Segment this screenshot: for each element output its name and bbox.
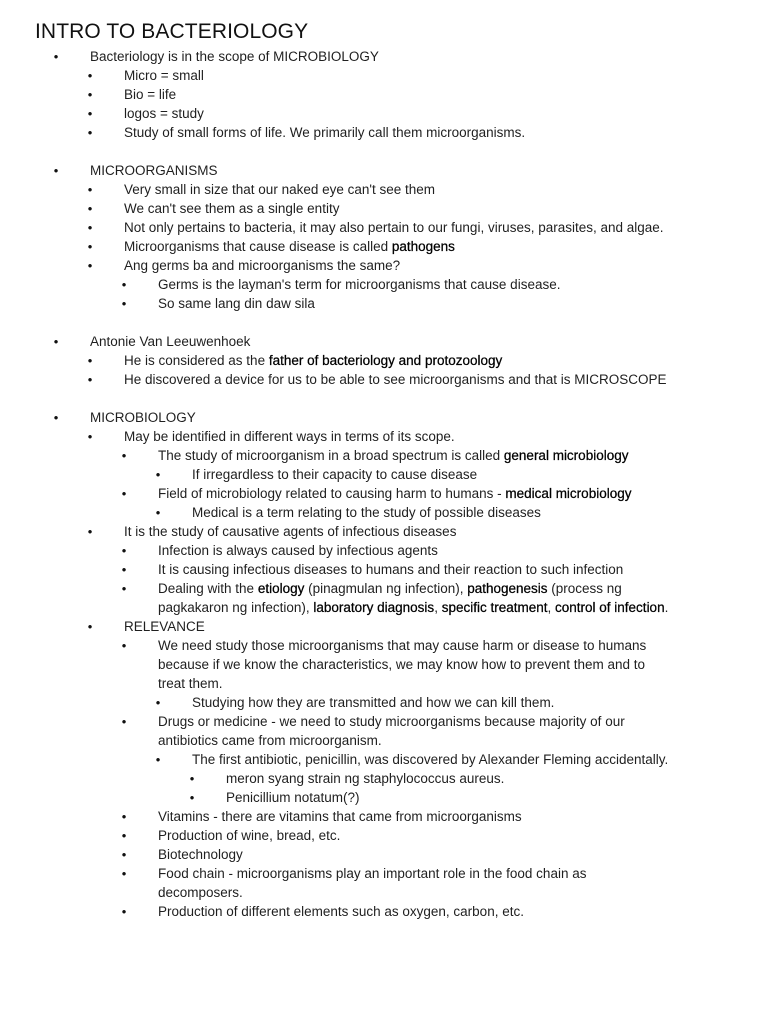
list-item-text [124, 370, 667, 389]
bold-term: general microbiology [503, 448, 629, 463]
bullet-icon: • [189, 790, 195, 805]
bullet-icon: • [87, 68, 93, 83]
list-item-text [158, 864, 586, 883]
bullet-icon: • [87, 353, 93, 368]
list-item-text [124, 218, 664, 237]
bullet-icon: • [87, 429, 93, 444]
list-item-text [192, 465, 477, 484]
list-item-text [158, 636, 646, 655]
bullet-icon: • [121, 714, 127, 729]
list-item-text [158, 902, 524, 921]
list-item-text [226, 769, 504, 788]
list-item-text [158, 275, 560, 294]
bold-term: father of bacteriology and protozoology [268, 353, 503, 368]
text-run: The study of microorganism in a broad spectrum is called [158, 448, 504, 463]
text-run: It is the study of causative agents of infectious diseases [124, 524, 457, 539]
bullet-icon: • [121, 448, 127, 463]
text-run: Food chain - microorganisms play an important role in the food chain as [158, 866, 587, 881]
bold-term: medical microbiology [505, 486, 632, 501]
list-item-text [90, 332, 250, 351]
list-item-text [124, 237, 455, 256]
bullet-icon: • [87, 258, 93, 273]
list-item-text [158, 446, 628, 465]
bold-term: laboratory diagnosis [313, 600, 435, 615]
bullet-icon: • [121, 581, 127, 596]
text-run: Vitamins - there are vitamins that came from microorganisms [158, 809, 522, 824]
bullet-icon: • [121, 904, 127, 919]
text-run: Study of small forms of life. We primarily call them microorganisms. [124, 125, 526, 140]
text-run: He discovered a device for us to be able to see microorganisms and that is MICROSCOPE [124, 372, 667, 387]
text-run: MICROBIOLOGY [90, 410, 196, 425]
bullet-icon: • [121, 486, 127, 501]
text-run: Bio = life [124, 87, 177, 102]
text-run: decomposers. [158, 885, 243, 900]
bullet-icon: • [87, 220, 93, 235]
list-item-text [124, 199, 339, 218]
list-item-text [124, 180, 435, 199]
text-run: Microorganisms that cause disease is called [124, 239, 392, 254]
bullet-icon: • [87, 372, 93, 387]
text-run: He is considered as the [124, 353, 269, 368]
bullet-icon: • [121, 809, 127, 824]
text-run: Bacteriology is in the scope of MICROBIOLOGY [90, 49, 379, 64]
bullet-icon: • [53, 49, 59, 64]
list-item-text [158, 674, 223, 693]
bullet-icon: • [87, 524, 93, 539]
bullet-icon: • [87, 87, 93, 102]
bullet-icon: • [155, 695, 161, 710]
list-item-text [192, 693, 554, 712]
list-item-text [158, 541, 438, 560]
bullet-icon: • [121, 296, 127, 311]
text-run: Ang germs ba and microorganisms the same? [124, 258, 401, 273]
list-item-text [192, 503, 541, 522]
bullet-icon: • [121, 562, 127, 577]
list-item-text [90, 161, 218, 180]
bullet-icon: • [121, 828, 127, 843]
text-run: Infection is always caused by infectious agents [158, 543, 438, 558]
text-run: (process ng [547, 581, 622, 596]
bold-term: pathogenesis [467, 581, 548, 596]
text-run: RELEVANCE [124, 619, 205, 634]
bullet-icon: • [155, 505, 161, 520]
text-run: Dealing with the [158, 581, 258, 596]
text-run: We can't see them as a single entity [124, 201, 340, 216]
text-run: Medical is a term relating to the study of possible diseases [192, 505, 541, 520]
text-run: (pinagmulan ng infection), [304, 581, 468, 596]
list-item-text [158, 598, 668, 617]
list-item-text [90, 47, 379, 66]
text-run: Antonie Van Leeuwenhoek [90, 334, 251, 349]
text-run: MICROORGANISMS [90, 163, 218, 178]
list-item-text [158, 845, 243, 864]
bullet-icon: • [53, 163, 59, 178]
text-run: Biotechnology [158, 847, 243, 862]
list-item-text [124, 66, 204, 85]
bullet-icon: • [87, 201, 93, 216]
list-item-text [158, 294, 315, 313]
list-item-text [158, 579, 622, 598]
text-run: Field of microbiology related to causing harm to humans - [158, 486, 506, 501]
list-item-text [158, 883, 243, 902]
text-run: logos = study [124, 106, 204, 121]
text-run: , [434, 600, 442, 615]
text-run: Production of wine, bread, etc. [158, 828, 341, 843]
bold-term: etiology [257, 581, 305, 596]
bold-term: specific treatment [441, 600, 548, 615]
list-item-text [158, 826, 340, 845]
list-item-text [192, 750, 668, 769]
list-item-text [90, 408, 196, 427]
bullet-icon: • [121, 847, 127, 862]
bullet-icon: • [53, 410, 59, 425]
bold-term: pathogens [391, 239, 455, 254]
bullet-icon: • [87, 125, 93, 140]
text-run: . [664, 600, 669, 615]
list-item-text [124, 104, 204, 123]
bullet-icon: • [87, 619, 93, 634]
text-run: The first antibiotic, penicillin, was discovered by Alexander Fleming accidentally. [192, 752, 669, 767]
text-run: because if we know the characteristics, we may know how to prevent them and to [158, 657, 645, 672]
bullet-icon: • [121, 866, 127, 881]
list-item-text [124, 522, 456, 541]
text-run: It is causing infectious diseases to humans and their reaction to such infection [158, 562, 624, 577]
text-run: So same lang din daw sila [158, 296, 315, 311]
bullet-icon: • [87, 182, 93, 197]
text-run: We need study those microorganisms that may cause harm or disease to humans [158, 638, 647, 653]
text-run: Production of different elements such as oxygen, carbon, etc. [158, 904, 524, 919]
text-run: Drugs or medicine - we need to study microorganisms because majority of our [158, 714, 625, 729]
list-item-text [158, 655, 645, 674]
list-item-text [158, 484, 631, 503]
list-item-text [124, 256, 400, 275]
bullet-icon: • [53, 334, 59, 349]
text-run: Germs is the layman's term for microorganisms that cause disease. [158, 277, 561, 292]
bullet-icon: • [155, 752, 161, 767]
text-run: antibiotics came from microorganism. [158, 733, 382, 748]
text-run: meron syang strain ng staphylococcus aureus. [226, 771, 505, 786]
list-item-text [158, 807, 522, 826]
list-item-text [158, 712, 625, 731]
text-run: pagkakaron ng infection), [158, 600, 314, 615]
bullet-icon: • [189, 771, 195, 786]
bullet-icon: • [121, 277, 127, 292]
list-item-text [158, 560, 623, 579]
bullet-icon: • [155, 467, 161, 482]
list-item-text [124, 351, 502, 370]
text-run: Not only pertains to bacteria, it may also pertain to our fungi, viruses, parasites, and algae. [124, 220, 664, 235]
text-run: Penicillium notatum(?) [226, 790, 360, 805]
list-item-text [124, 85, 176, 104]
bullet-icon: • [121, 638, 127, 653]
list-item-text [124, 617, 205, 636]
bullet-icon: • [87, 239, 93, 254]
bullet-icon: • [121, 543, 127, 558]
text-run: , [547, 600, 556, 615]
text-run: treat them. [158, 676, 223, 691]
text-run: If irregardless to their capacity to cause disease [192, 467, 478, 482]
list-item-text [158, 731, 382, 750]
list-item-text [226, 788, 360, 807]
bullet-icon: • [87, 106, 93, 121]
list-item-text [124, 123, 525, 142]
text-run: Very small in size that our naked eye can't see them [124, 182, 435, 197]
text-run: Micro = small [124, 68, 204, 83]
list-item-text [124, 427, 455, 446]
text-run: May be identified in different ways in terms of its scope. [124, 429, 455, 444]
bold-term: control of infection [555, 600, 665, 615]
document-title: INTRO TO BACTERIOLOGY [35, 20, 309, 43]
text-run: Studying how they are transmitted and how we can kill them. [192, 695, 555, 710]
